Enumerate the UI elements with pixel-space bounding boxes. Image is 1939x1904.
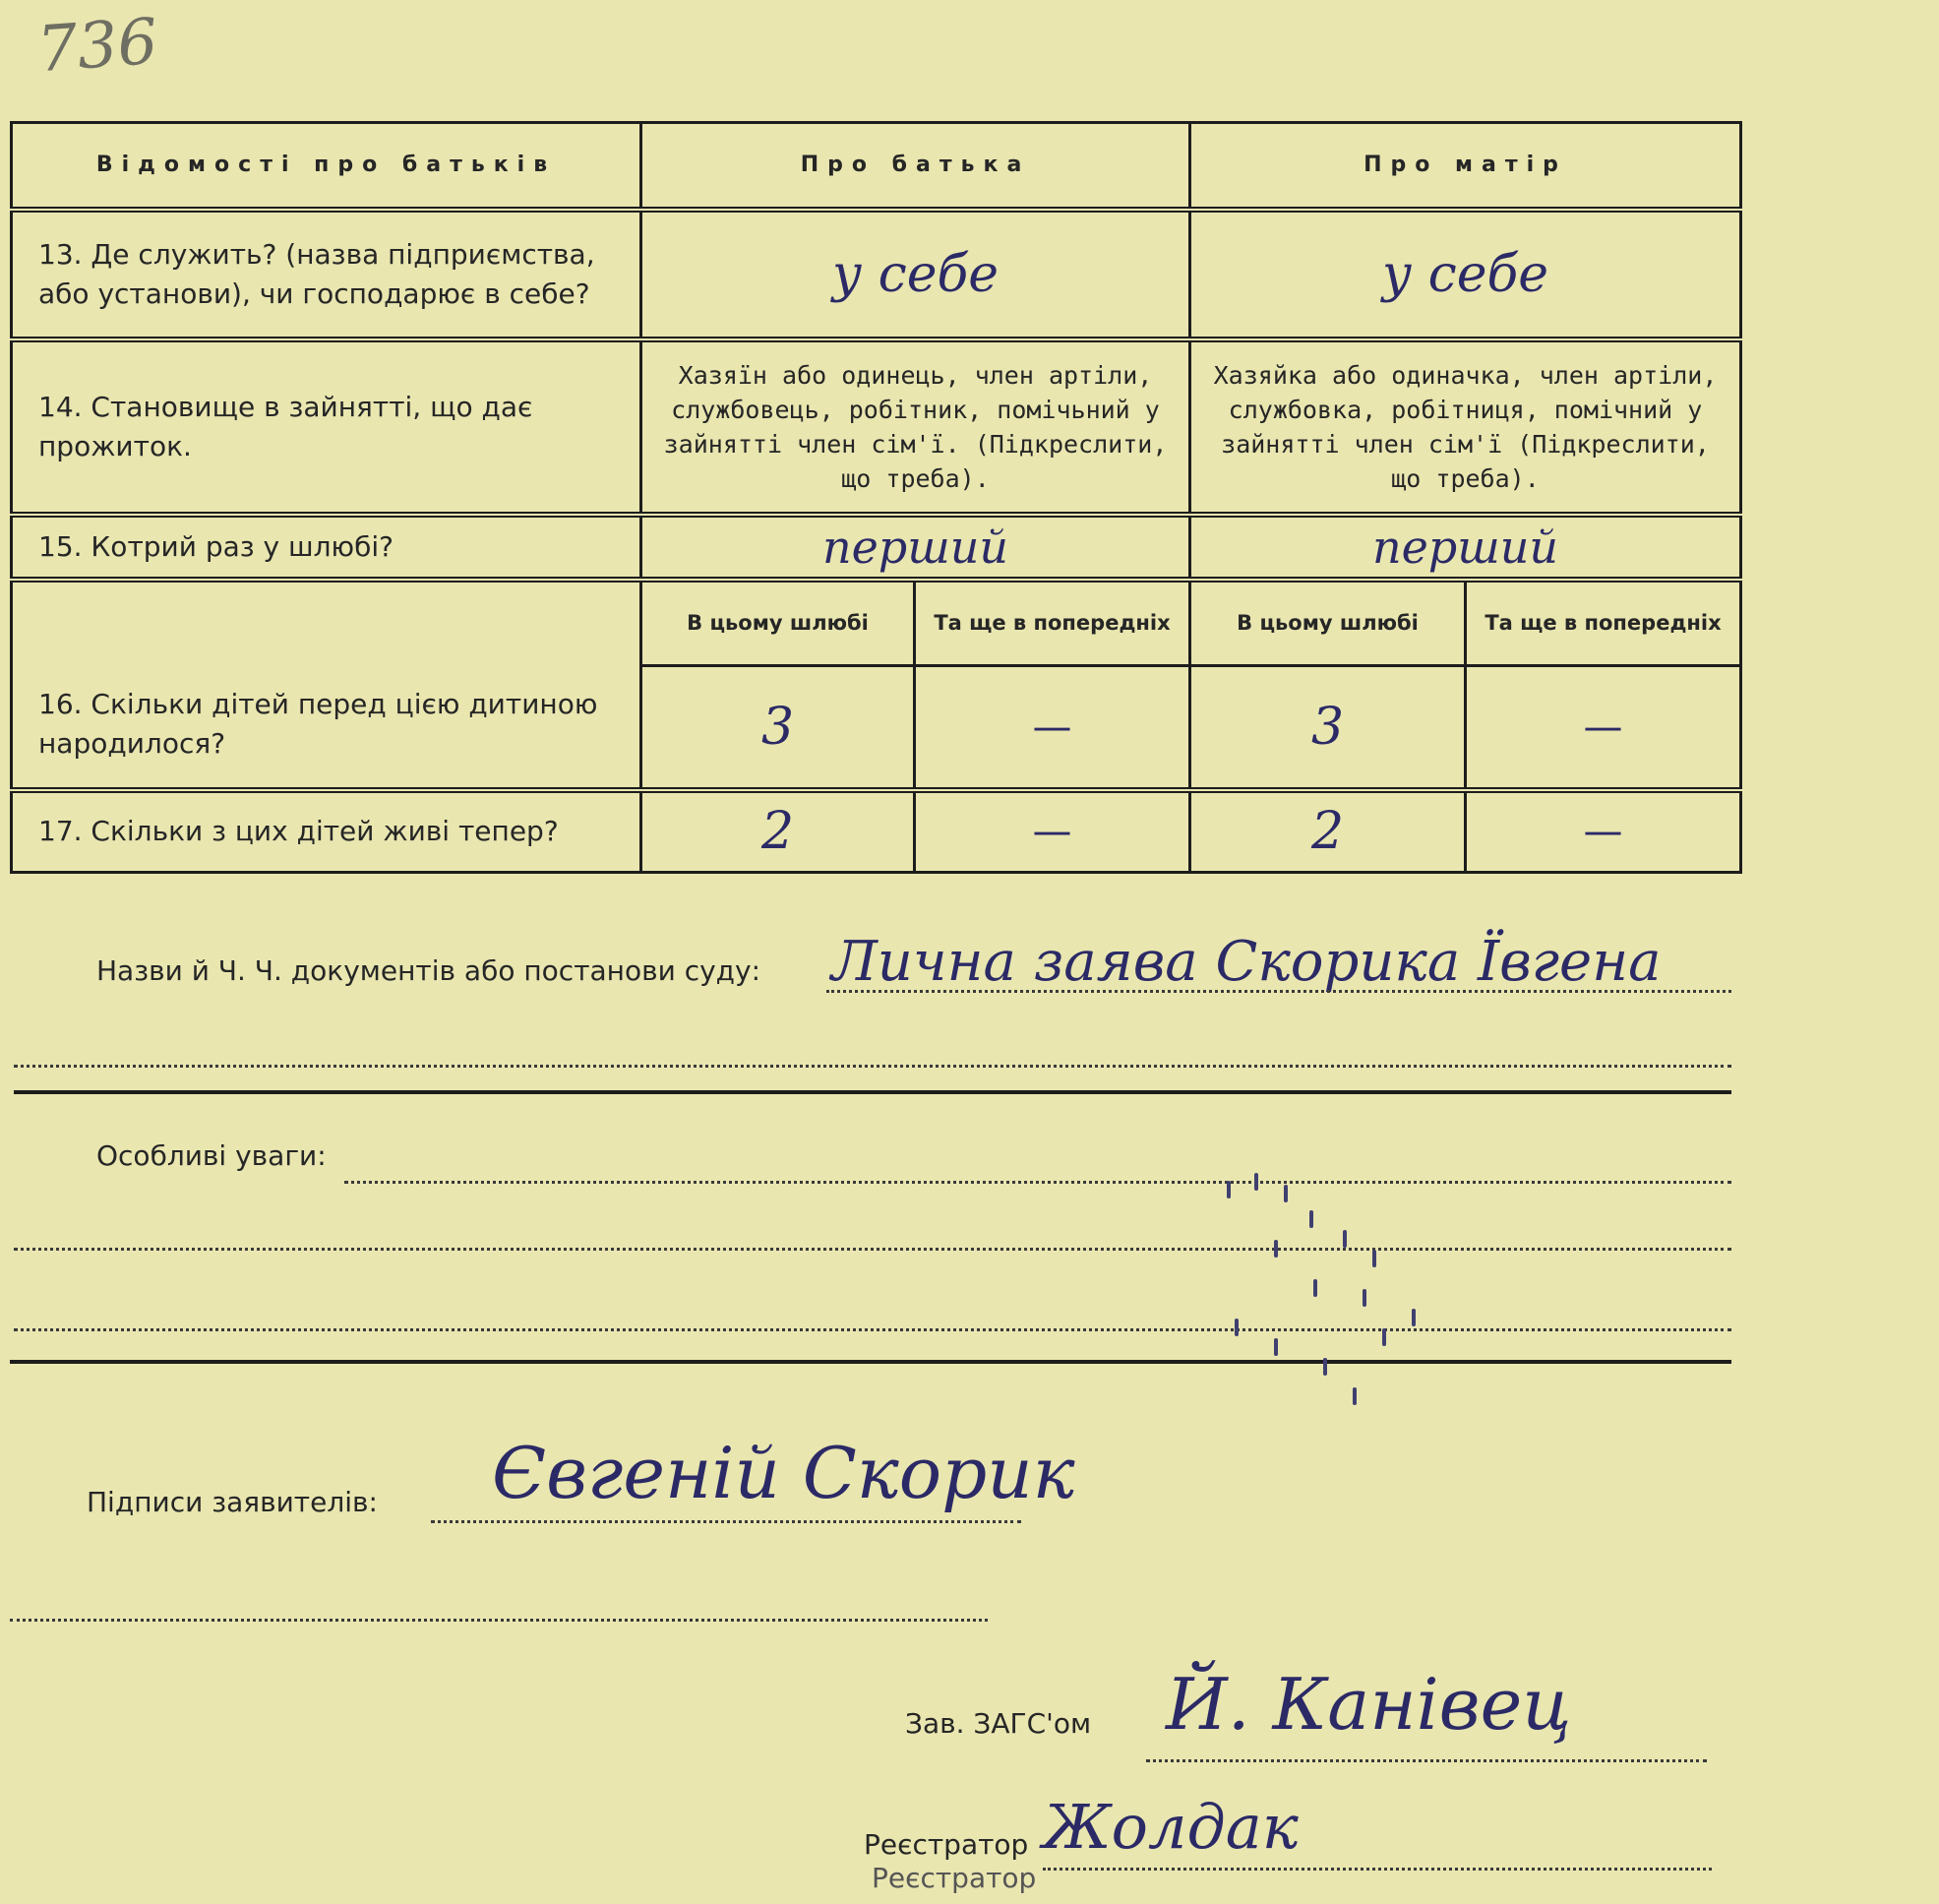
q17-father-prev: — bbox=[915, 790, 1190, 873]
remarks-label: Особливі уваги: bbox=[96, 1139, 327, 1172]
subheader-mother-previous: Та ще в попередніх bbox=[1466, 580, 1741, 666]
question-13: 13. Де служить? (назва підприємства, або установи), чи господарює в себе? bbox=[12, 210, 641, 339]
q13-father-answer: у себе bbox=[641, 210, 1190, 339]
documents-dotline-2 bbox=[14, 1065, 1731, 1068]
row-14 bbox=[12, 339, 1741, 515]
row-17 bbox=[12, 790, 1741, 873]
registry-head-label: Зав. ЗАГС'ом bbox=[905, 1707, 1092, 1740]
subheader-father-this-marriage: В цьому шлюбі bbox=[641, 580, 915, 666]
remarks-dotline-3 bbox=[14, 1328, 1731, 1331]
q15-mother-answer: перший bbox=[1190, 515, 1741, 580]
parents-info-table bbox=[10, 121, 1742, 874]
subheader-mother-this-marriage: В цьому шлюбі bbox=[1190, 580, 1466, 666]
q15-father-answer: перший bbox=[641, 515, 1190, 580]
documents-dotline bbox=[826, 990, 1731, 993]
q17-mother-this: 2 bbox=[1190, 790, 1466, 873]
row-13 bbox=[12, 210, 1741, 339]
registrar-dotline bbox=[1043, 1868, 1712, 1871]
table-header-row bbox=[12, 123, 1741, 210]
applicants-signatures-label: Підписи заявителів: bbox=[87, 1486, 378, 1518]
q16-father-prev: — bbox=[915, 666, 1190, 790]
question-16: 16. Скільки дітей перед цією дитиною народилося? bbox=[12, 580, 641, 790]
subheader-father-previous: Та ще в попередніх bbox=[915, 580, 1190, 666]
question-14: 14. Становище в зайнятті, що дає прожиток. bbox=[12, 339, 641, 515]
faint-stamp-marks bbox=[1215, 1171, 1441, 1407]
row-16-subheaders bbox=[12, 580, 1741, 666]
section-divider-1 bbox=[14, 1090, 1731, 1094]
row-15 bbox=[12, 515, 1741, 580]
remarks-dotline-1 bbox=[344, 1181, 1731, 1184]
signatures-dotline-2 bbox=[10, 1619, 988, 1622]
q16-father-this: 3 bbox=[641, 666, 915, 790]
documents-label: Назви й Ч. Ч. документів або постанови суду: bbox=[96, 954, 761, 987]
q16-mother-prev: — bbox=[1466, 666, 1741, 790]
registrar-signature: Жолдак bbox=[1043, 1791, 1299, 1863]
q14-mother-options: Хазяйка або одиначка, член артіли, службовка, робітниця, помічний у зайнятті член сім'ї (Підкреслити, що треба). bbox=[1190, 339, 1741, 515]
q13-mother-answer: у себе bbox=[1190, 210, 1741, 339]
registry-head-dotline bbox=[1146, 1759, 1707, 1762]
header-about-father: Про батька bbox=[641, 123, 1190, 210]
header-parents-info: Відомості про батьків bbox=[12, 123, 641, 210]
header-about-mother: Про матір bbox=[1190, 123, 1741, 210]
q14-father-options: Хазяїн або одинець, член артіли, службовець, робітник, помічьний у зайнятті член сім'ї. (Підкреслити, що треба). bbox=[641, 339, 1190, 515]
registrar-label-duplicate: Реєстратор bbox=[872, 1862, 1037, 1894]
remarks-dotline-2 bbox=[14, 1248, 1731, 1251]
question-15: 15. Котрий раз у шлюбі? bbox=[12, 515, 641, 580]
applicant-signature: Євгеній Скорик bbox=[492, 1432, 1075, 1514]
q17-mother-prev: — bbox=[1466, 790, 1741, 873]
q17-father-this: 2 bbox=[641, 790, 915, 873]
question-17: 17. Скільки з цих дітей живі тепер? bbox=[12, 790, 641, 873]
signatures-dotline bbox=[431, 1520, 1021, 1523]
archive-number: 736 bbox=[34, 5, 160, 88]
registrar-label: Реєстратор bbox=[864, 1828, 1029, 1861]
section-divider-2 bbox=[10, 1360, 1731, 1364]
registry-head-signature: Й. Канівец bbox=[1166, 1663, 1572, 1746]
q16-mother-this: 3 bbox=[1190, 666, 1466, 790]
documents-value: Лична заява Скорика Ївгена bbox=[831, 930, 1662, 994]
